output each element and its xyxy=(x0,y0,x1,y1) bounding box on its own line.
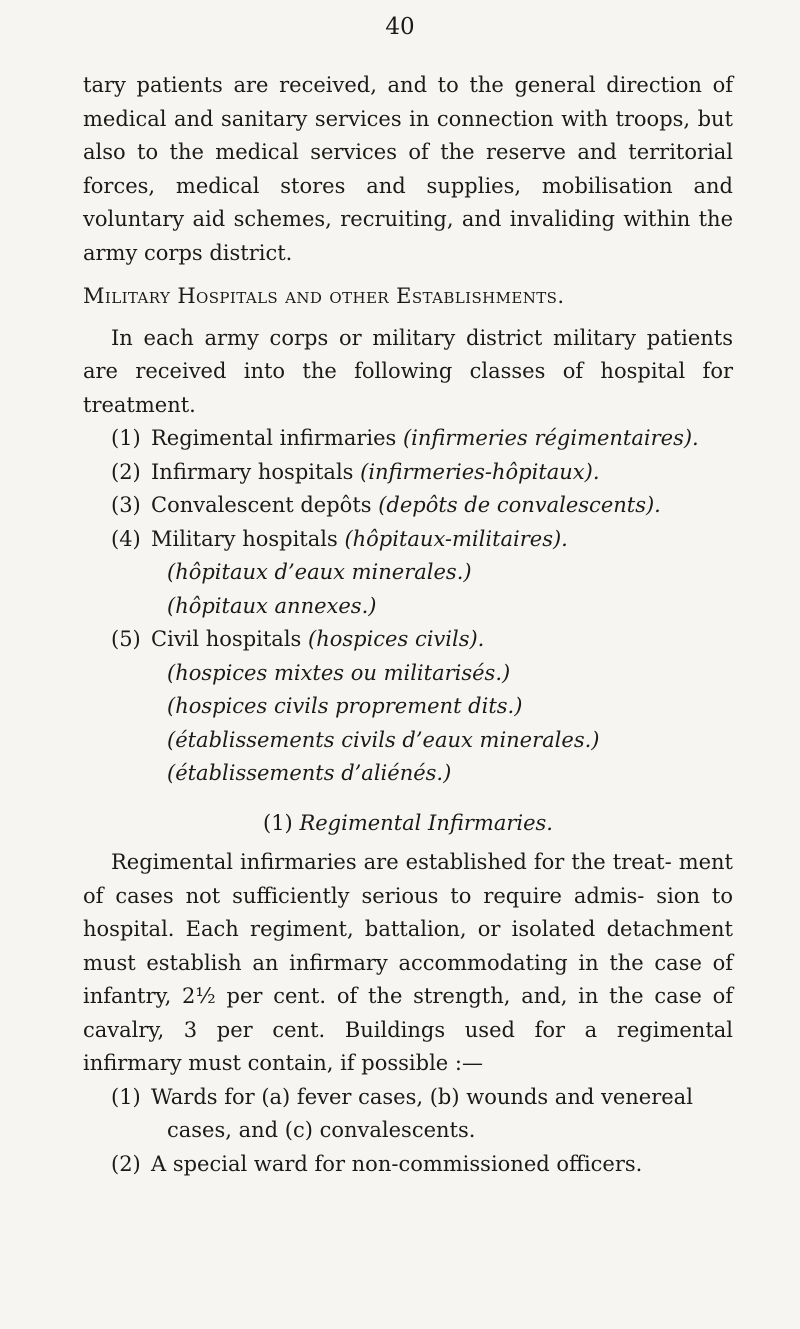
list-item-number: (5) xyxy=(111,627,141,651)
page-body xyxy=(83,69,733,1181)
list-item xyxy=(111,456,733,490)
regimental-paragraph: Regimental infirmaries are established for the treat- ment of cases not sufficiently serious to require admis- sion to hospital. Each regiment, battalion, or isolated detachment must establish an infirmary accommodating in the case of infantry, 2½ per cent. of the strength, and, in the case of cavalry, 3 per cent. Buildings used for a regimental infirmary must contain, if possible :— xyxy=(83,850,733,1075)
list-item-name: Civil hospitals xyxy=(151,627,302,651)
list-item-number: (4) xyxy=(111,526,141,551)
intro-paragraph: In each army corps or military district military patients are received into the following classes of hospital for treatment. xyxy=(83,325,733,417)
requirements-list xyxy=(83,1081,733,1182)
list-item xyxy=(111,422,733,456)
list-item xyxy=(111,623,733,657)
list-item-number: (3) xyxy=(111,493,141,517)
list-subitem: (hospices mixtes ou militarisés.) xyxy=(167,660,511,685)
hospital-class-list xyxy=(83,422,733,791)
list-item xyxy=(111,489,733,523)
list-item-name: Convalescent depôts xyxy=(151,493,372,517)
list-subitem: (établissements civils d’eaux minerales.) xyxy=(167,727,600,752)
list-item xyxy=(111,1081,733,1148)
opening-paragraph: tary patients are received, and to the general direction of medical and sanitary services in connection with troops, but also to the medical services of the reserve and territorial forces, medical stores and supplies, mobilisation and voluntary aid schemes, recruiting, and invaliding within the army corps district. xyxy=(83,73,733,265)
list-item-number: (2) xyxy=(111,1151,141,1176)
subsection-title-text: Regimental Infirmaries. xyxy=(299,810,553,835)
list-subitem: (hospices civils proprement dits.) xyxy=(167,694,523,718)
subsection-title-number: (1) xyxy=(263,810,293,835)
list-subitem: (établissements d’aliénés.) xyxy=(167,761,452,785)
list-item-french: (hospices civils). xyxy=(308,627,485,651)
list-item-french: (infirmeries-hôpitaux). xyxy=(360,459,600,484)
list-item-text: A special ward for non-commissioned officers. xyxy=(151,1151,643,1176)
list-item-number: (2) xyxy=(111,459,141,484)
list-item-french: (infirmeries régimentaires). xyxy=(402,426,699,450)
list-subitem: (hôpitaux annexes.) xyxy=(167,593,377,618)
list-item-name: Military hospitals xyxy=(151,526,338,551)
list-item xyxy=(111,1148,733,1182)
list-item-name: Regimental infirmaries xyxy=(151,426,397,450)
list-item xyxy=(111,523,733,557)
list-item-french: (depôts de convalescents). xyxy=(378,493,661,517)
list-subitem: (hôpitaux d’eaux minerales.) xyxy=(167,560,472,584)
page-number: 40 xyxy=(385,14,415,40)
subsection-title xyxy=(83,807,733,841)
list-item-number: (1) xyxy=(111,1084,141,1109)
section-heading: Military Hospitals and other Establishments. xyxy=(83,284,565,308)
list-item-number: (1) xyxy=(111,426,141,450)
list-item-text: Wards for (a) fever cases, (b) wounds and venereal cases, and (c) convalescents. xyxy=(151,1084,693,1142)
list-item-french: (hôpitaux-militaires). xyxy=(344,526,568,551)
list-item-name: Infirmary hospitals xyxy=(151,459,354,484)
